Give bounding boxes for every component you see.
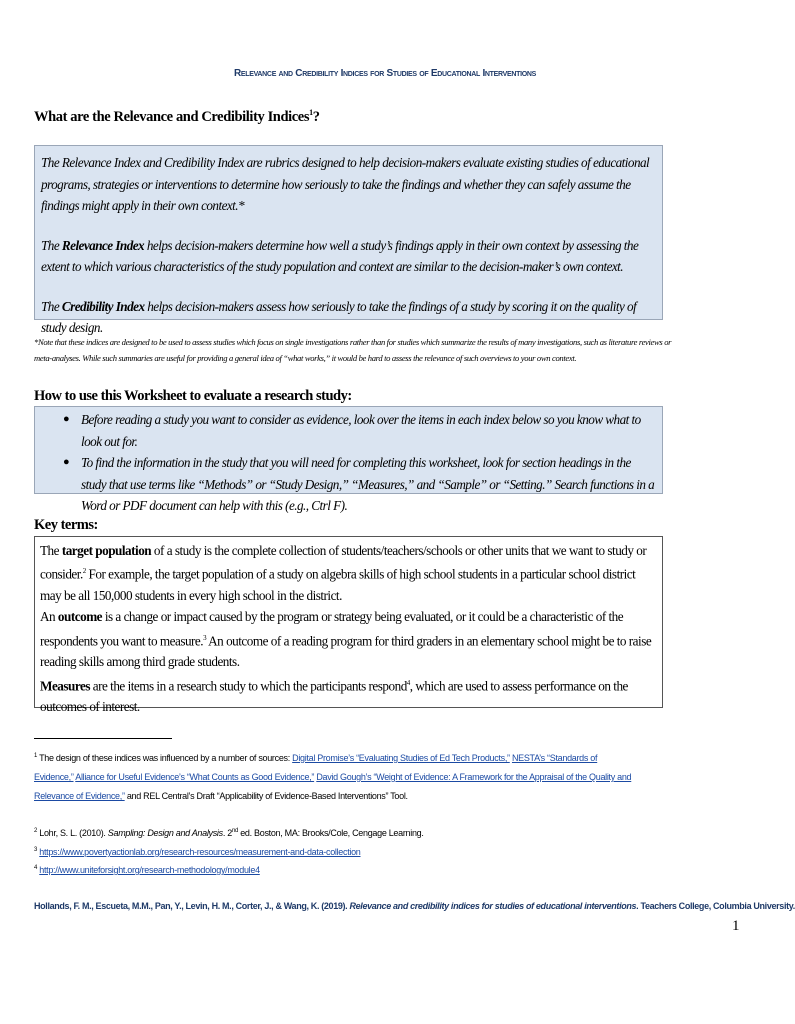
nesta-link[interactable]: NESTA’s “Standards of Evidence,”: [34, 753, 598, 782]
key-t1-post2: For example, the target population of a study on algebra skills of high school students in a particular school district may be all 150,000 students in every high school in the district.: [40, 566, 636, 603]
key-term-outcome: [40, 606, 657, 672]
key-t3-post2: , which are used to assess performance on the outcomes of interest.: [40, 677, 628, 715]
footnote-number: 1: [34, 753, 38, 759]
list-item-text: To find the information in the study that you will need for completing this worksheet, look for section headings in the study that use terms like “Methods” or “Study Design,” “Measures,” and “Sample” or “Setting.” Search functions in a Word or PDF document can help with this (e.g., Ctrl F).: [81, 455, 655, 513]
footnote-2-post: ed. Boston, MA: Brooks/Cole, Cengage Learning.: [238, 828, 424, 838]
footnote-2-mid: . 2: [222, 828, 232, 838]
edition-sup: nd: [231, 828, 239, 834]
key-term-target-population: [40, 540, 657, 606]
bullet-icon: ●: [63, 456, 70, 468]
key-term-measures: [40, 673, 657, 718]
intro-p2-pre: The: [41, 237, 62, 253]
intro-p2-post: helps decision-makers determine how well a study’s findings apply in their own context by assessing the extent to which various characteristics of the study population and context are similar to the decision-maker’s own context.: [41, 237, 639, 274]
measures-term: Measures: [40, 677, 90, 693]
uniteforsight-link[interactable]: http://www.uniteforsight.org/research-methodology/module4: [39, 865, 260, 875]
key-terms-box: [34, 536, 663, 715]
alliance-link[interactable]: Alliance for Useful Evidence’s “What Counts as Good Evidence,”: [75, 772, 315, 782]
key-terms-heading: Key terms:: [34, 517, 98, 533]
page-number: 1: [732, 918, 740, 934]
key-t1-pre: The: [40, 543, 62, 558]
how-list: [41, 409, 656, 517]
footnote-divider: [34, 738, 172, 739]
list-item: [63, 409, 656, 452]
key-t3-post: are the items in a research study to which the participants respond: [89, 677, 407, 693]
bullet-icon: ●: [63, 413, 70, 425]
credibility-index-term: Credibility Index: [61, 298, 145, 314]
intro-paragraph-3: [41, 296, 656, 339]
povertyactionlab-link[interactable]: https://www.povertyactionlab.org/research-resources/measurement-and-data-collection: [39, 847, 361, 857]
relevance-index-term: Relevance Index: [61, 237, 145, 253]
key-t2-post: is a change or impact caused by the program or strategy being evaluated, or it could be a characteristic of the respondents you want to measure.: [40, 609, 624, 648]
citation-title: Relevance and credibility indices for studies of educational interventions: [349, 901, 637, 911]
how-box: [34, 406, 663, 513]
document-title: Relevance and Credibility Indices for Studies of Educational Interventions: [233, 68, 537, 79]
book-title: Sampling: Design and Analysis: [107, 828, 223, 838]
footnote-ref-4[interactable]: 4: [406, 678, 410, 687]
citation-authors: Hollands, F. M., Escueta, M.M., Pan, Y., Levin, H. M., Corter, J., & Wang, K. (2019).: [34, 901, 350, 911]
footnote-1: [34, 747, 634, 806]
key-t1-post: of a study is the complete collection of students/teachers/schools or other units that we want to study or consider.: [40, 543, 647, 582]
footnote-number: 3: [34, 847, 38, 853]
gough-link[interactable]: David Gough’s “Weight of Evidence: A Framework for the Appraisal of the Quality and Relevance of Evidence,”: [34, 772, 632, 801]
footnote-ref-1[interactable]: 1: [309, 108, 313, 117]
citation: [34, 901, 795, 911]
intro-p3-post: helps decision-makers assess how seriously to take the findings of a study by scoring it on the quality of study design.: [41, 298, 637, 335]
list-item: [63, 452, 656, 517]
intro-p3-pre: The: [41, 298, 62, 314]
footnote-number: 4: [34, 865, 38, 871]
note-text: *Note that these indices are designed to be used to assess studies which focus on single investigations rather than for studies which summarize the results of many investigations, such as literature reviews or meta-analyses. While such summaries are useful for providing a general idea of “what works,” it would be hard to assess the relevance of such overviews to your own context.: [34, 337, 672, 363]
what-heading: [34, 108, 320, 126]
footnote-number: 2: [34, 828, 38, 834]
digital-promise-link[interactable]: Digital Promise’s “Evaluating Studies of Ed Tech Products,”: [292, 753, 510, 763]
footnote-ref-2[interactable]: 2: [82, 567, 86, 576]
footnote-2-pre: Lohr, S. L. (2010).: [37, 828, 108, 838]
intro-box: [34, 145, 663, 335]
footnote-1-pre: The design of these indices was influenced by a number of sources:: [37, 753, 293, 763]
footnote-2: [34, 822, 634, 843]
intro-paragraph-2: [41, 235, 656, 278]
footnote-ref-3[interactable]: 3: [203, 633, 207, 642]
what-heading-text: What are the Relevance and Credibility Indices: [34, 108, 310, 125]
key-t2-pre: An: [40, 609, 58, 625]
intro-paragraph-1: The Relevance Index and Credibility Index are rubrics designed to help decision-makers evaluate existing studies of educational programs, strategies or interventions to determine how seriously to take the findings and whether they can safely assume the findings might apply in their own context.*: [41, 155, 650, 213]
list-item-text: Before reading a study you want to consider as evidence, look over the items in each index below so you know what to look out for.: [81, 412, 641, 449]
footnote-4: [34, 859, 634, 880]
footnote-1-post: and REL Central’s Draft “Applicability of Evidence-Based Interventions” Tool.: [124, 791, 408, 801]
citation-publisher: . Teachers College, Columbia University.: [636, 901, 795, 911]
target-population-term: target population: [61, 543, 152, 558]
outcome-term: outcome: [57, 609, 103, 625]
how-heading: How to use this Worksheet to evaluate a research study:: [34, 388, 352, 404]
what-heading-end: ?: [312, 108, 320, 125]
key-t2-post2: An outcome of a reading program for third graders in an elementary school might be to raise reading skills among third grade students.: [40, 632, 652, 670]
